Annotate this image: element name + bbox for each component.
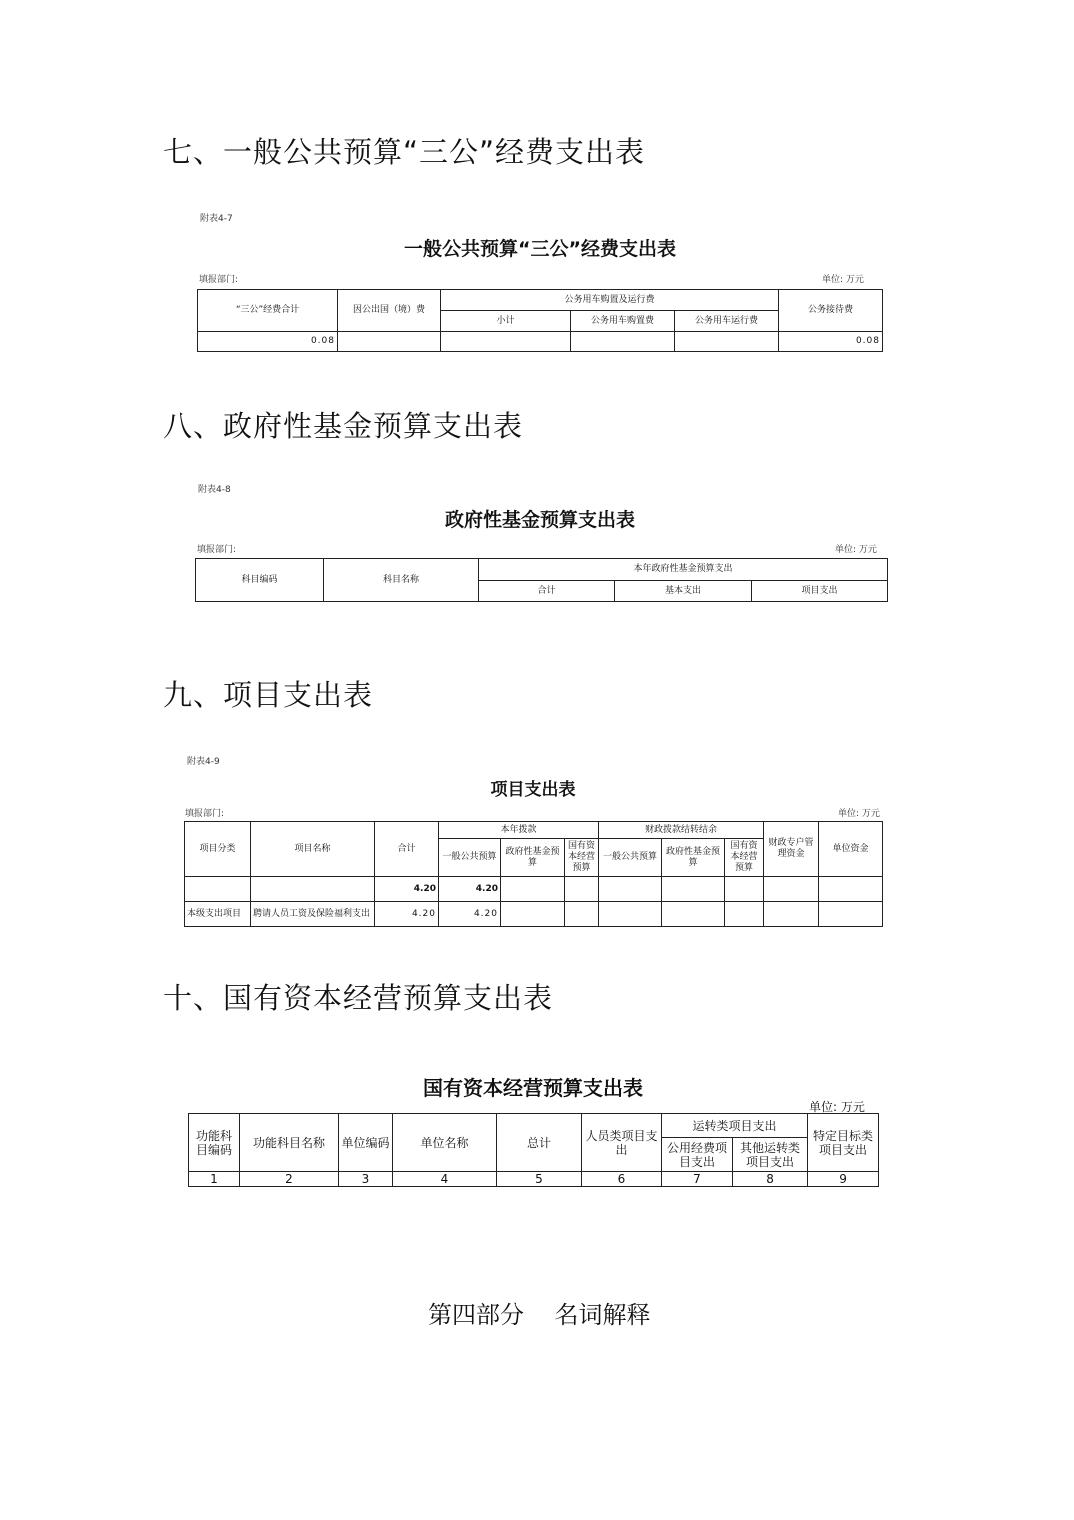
header-fund: 政府性基金预算 xyxy=(501,839,565,877)
table-row xyxy=(189,1172,879,1187)
annex-label: 附表4-8 xyxy=(198,485,231,495)
section-10-heading: 十、国有资本经营预算支出表 xyxy=(163,981,554,1015)
header-transfer: 运转类项目支出 xyxy=(662,1114,808,1138)
header-unitcode: 单位编码 xyxy=(339,1114,393,1172)
cell-empty xyxy=(501,877,565,902)
project-expense-table xyxy=(184,821,883,927)
header-code: 功能科目编码 xyxy=(189,1114,240,1172)
cell-empty xyxy=(565,877,599,902)
cell-abroad xyxy=(338,332,441,352)
cell-subtotal xyxy=(441,332,571,352)
header-code: 科目编码 xyxy=(196,559,324,602)
annex-label: 附表4-7 xyxy=(200,214,233,224)
state-capital-expense-table xyxy=(188,1113,879,1187)
header-current: 本年拨款 xyxy=(439,822,599,839)
cell-empty xyxy=(501,902,565,927)
header-stateown: 国有资本经营预算 xyxy=(565,839,599,877)
index-cell: 3 xyxy=(339,1172,393,1187)
header-total: 总计 xyxy=(497,1114,582,1172)
cell-category xyxy=(185,877,251,902)
cell-reception: 0.08 xyxy=(779,332,883,352)
header-othertransfer: 其他运转类项目支出 xyxy=(733,1138,808,1172)
unit-label: 单位: 万元 xyxy=(835,545,877,555)
header-general-carry: 一般公共预算 xyxy=(599,839,662,877)
header-purchase: 公务用车购置费 xyxy=(571,311,675,332)
gov-fund-expense-table xyxy=(195,558,888,602)
cell-empty xyxy=(725,902,764,927)
header-group: 本年政府性基金预算支出 xyxy=(479,559,888,581)
cell-empty xyxy=(662,902,725,927)
header-reception: 公务接待费 xyxy=(779,290,883,332)
header-unitname: 单位名称 xyxy=(393,1114,497,1172)
cell-purchase xyxy=(571,332,675,352)
header-specific: 特定目标类项目支出 xyxy=(808,1114,879,1172)
cell-empty xyxy=(565,902,599,927)
table-title: 项目支出表 xyxy=(490,780,576,800)
unit-label: 单位: 万元 xyxy=(822,275,864,285)
header-basic: 基本支出 xyxy=(615,581,752,602)
header-stateown-carry: 国有资本经营预算 xyxy=(725,839,764,877)
table-row xyxy=(185,902,883,927)
unit-label: 单位: 万元 xyxy=(809,1100,865,1114)
header-carry: 财政拨款结转结余 xyxy=(599,822,764,839)
header-total: “三公”经费合计 xyxy=(198,290,338,332)
cell-empty xyxy=(764,902,819,927)
header-vehicle: 公务用车购置及运行费 xyxy=(441,290,779,311)
cell-general: 4.20 xyxy=(439,877,501,902)
index-cell: 4 xyxy=(393,1172,497,1187)
section-9-heading: 九、项目支出表 xyxy=(163,678,374,712)
header-name: 项目名称 xyxy=(251,822,375,877)
cell-total: 4.20 xyxy=(375,902,439,927)
cell-total: 4.20 xyxy=(375,877,439,902)
cell-total: 0.08 xyxy=(198,332,338,352)
cell-empty xyxy=(819,877,883,902)
header-publicfee: 公用经费项目支出 xyxy=(662,1138,733,1172)
table-row xyxy=(198,332,883,352)
cell-empty xyxy=(662,877,725,902)
section-8-heading: 八、政府性基金预算支出表 xyxy=(163,409,524,443)
three-public-expense-table xyxy=(197,289,883,352)
table-title: 政府性基金预算支出表 xyxy=(444,509,635,531)
cell-category: 本级支出项目 xyxy=(185,902,251,927)
index-cell: 1 xyxy=(189,1172,240,1187)
header-total: 合计 xyxy=(375,822,439,877)
cell-name xyxy=(251,877,375,902)
header-general: 一般公共预算 xyxy=(439,839,501,877)
unit-label: 单位: 万元 xyxy=(838,809,880,819)
header-subtotal: 小计 xyxy=(441,311,571,332)
header-abroad: 因公出国（境）费 xyxy=(338,290,441,332)
cell-name: 聘请人员工资及保险福利支出 xyxy=(251,902,375,927)
header-operation: 公务用车运行费 xyxy=(675,311,779,332)
table-title: 一般公共预算“三公”经费支出表 xyxy=(404,238,676,260)
header-sum: 合计 xyxy=(479,581,615,602)
cell-empty xyxy=(764,877,819,902)
table-row xyxy=(185,877,883,902)
fill-dept-label: 填报部门: xyxy=(197,545,237,555)
cell-empty xyxy=(599,902,662,927)
table-title: 国有资本经营预算支出表 xyxy=(423,1076,643,1100)
section-7-heading: 七、一般公共预算“三公”经费支出表 xyxy=(163,135,646,169)
header-category: 项目分类 xyxy=(185,822,251,877)
header-name: 功能科目名称 xyxy=(240,1114,339,1172)
header-special: 财政专户管理资金 xyxy=(764,822,819,877)
part-four-title: 第四部分 名词解释 xyxy=(428,1301,651,1329)
index-cell: 5 xyxy=(497,1172,582,1187)
cell-empty xyxy=(725,877,764,902)
index-cell: 9 xyxy=(808,1172,879,1187)
index-cell: 7 xyxy=(662,1172,733,1187)
cell-empty xyxy=(599,877,662,902)
annex-label: 附表4-9 xyxy=(187,757,220,767)
cell-empty xyxy=(819,902,883,927)
cell-operation xyxy=(675,332,779,352)
fill-dept-label: 填报部门: xyxy=(199,275,239,285)
header-personnel: 人员类项目支出 xyxy=(582,1114,662,1172)
header-name: 科目名称 xyxy=(324,559,479,602)
cell-general: 4.20 xyxy=(439,902,501,927)
header-project: 项目支出 xyxy=(752,581,888,602)
index-cell: 8 xyxy=(733,1172,808,1187)
index-cell: 2 xyxy=(240,1172,339,1187)
fill-dept-label: 填报部门: xyxy=(185,809,225,819)
index-cell: 6 xyxy=(582,1172,662,1187)
header-fund-carry: 政府性基金预算 xyxy=(662,839,725,877)
header-unitfund: 单位资金 xyxy=(819,822,883,877)
